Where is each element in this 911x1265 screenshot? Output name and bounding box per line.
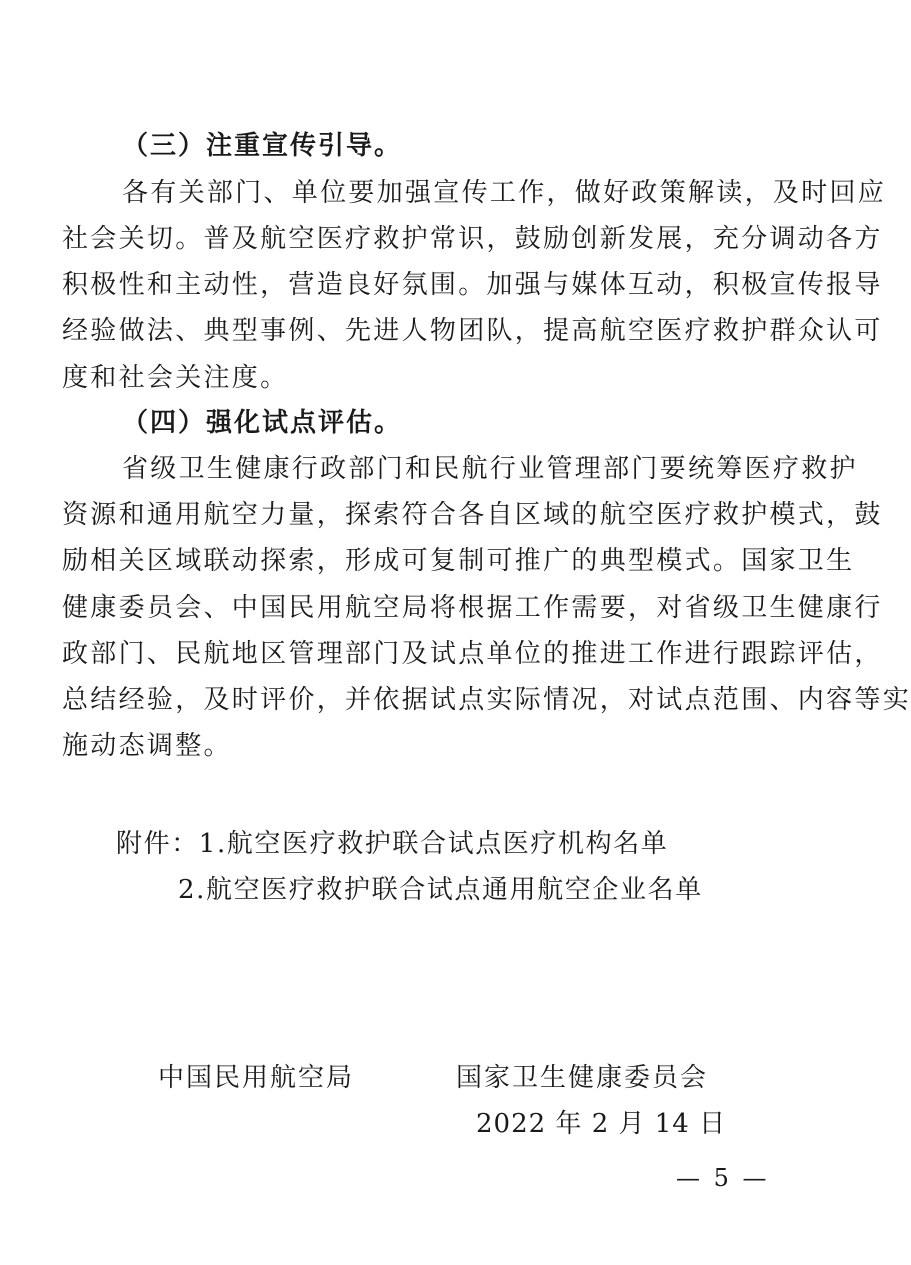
signature-org-caac: 中国民用航空局: [158, 1063, 355, 1093]
section-heading-4: （四）强化试点评估。: [122, 408, 403, 438]
paragraph-line: 资源和通用航空力量，探索符合各自区域的航空医疗救护模式，鼓: [62, 500, 883, 530]
page-number: — 5 —: [676, 1164, 770, 1192]
paragraph-line: 励相关区域联动探索，形成可复制可推广的典型模式。国家卫生: [62, 546, 855, 576]
paragraph-line: 积极性和主动性，营造良好氛围。加强与媒体互动，积极宣传报导: [62, 270, 883, 300]
paragraph-line: 度和社会关注度。: [62, 363, 289, 393]
paragraph-line: 总结经验，及时评价，并依据试点实际情况，对试点范围、内容等实: [62, 685, 911, 715]
paragraph-line: 各有关部门、单位要加强宣传工作，做好政策解读，及时回应: [122, 178, 887, 208]
attachment-line-2: 2.航空医疗救护联合试点通用航空企业名单: [178, 875, 703, 905]
section-heading-3: （三）注重宣传引导。: [122, 131, 403, 161]
paragraph-line: 健康委员会、中国民用航空局将根据工作需要，对省级卫生健康行: [62, 593, 883, 623]
paragraph-line: 经验做法、典型事例、先进人物团队，提高航空医疗救护群众认可: [62, 316, 883, 346]
paragraph-line: 省级卫生健康行政部门和民航行业管理部门要统筹医疗救护: [122, 454, 858, 484]
signature-date: 2022 年 2 月 14 日: [476, 1109, 727, 1139]
paragraph-line: 施动态调整。: [62, 731, 232, 761]
paragraph-line: 政部门、民航地区管理部门及试点单位的推进工作进行跟踪评估，: [62, 639, 883, 669]
paragraph-line: 社会关切。普及航空医疗救护常识，鼓励创新发展，充分调动各方: [62, 224, 883, 254]
signature-org-nhc: 国家卫生健康委员会: [456, 1063, 709, 1093]
attachment-line-1: 附件：1.航空医疗救护联合试点医疗机构名单: [116, 829, 669, 859]
